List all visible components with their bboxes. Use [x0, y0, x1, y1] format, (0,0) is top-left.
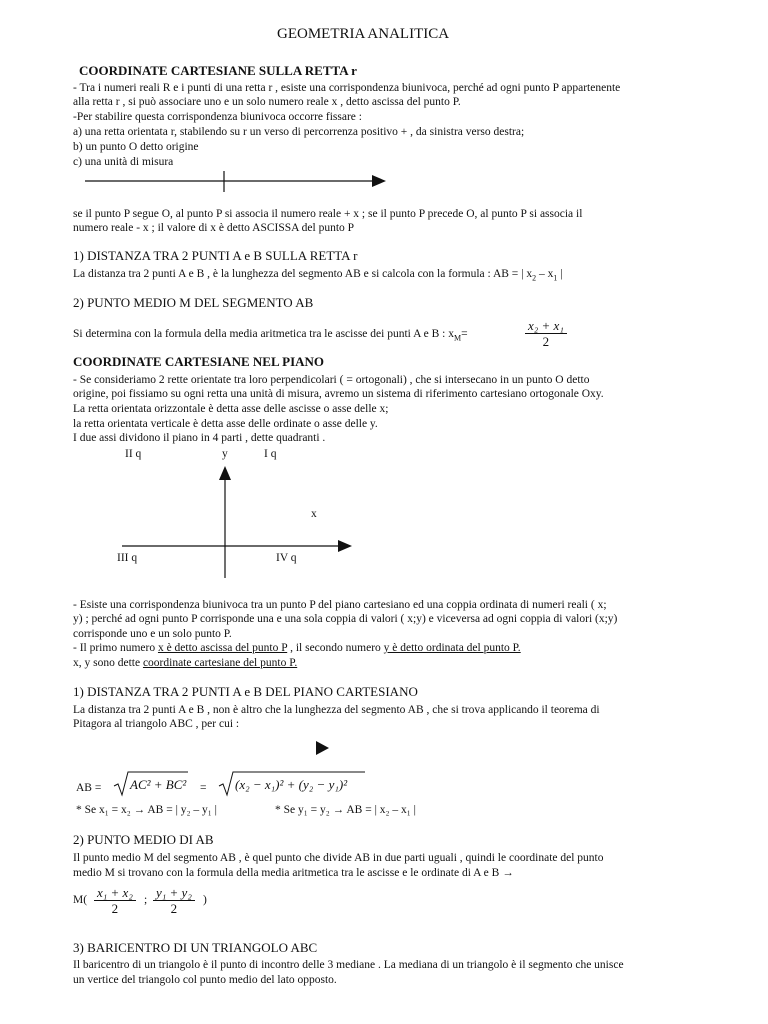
axis-label-y: y — [222, 448, 228, 460]
paragraph-line: -Per stabilire questa corrispondenza biunivoca occorre fissare : — [73, 111, 362, 123]
special-case-2: * Se y₁ = y₂ → AB = | x₂ – x₁ | — [275, 804, 416, 816]
midpoint-close: ) — [203, 894, 207, 906]
paragraph-line: - Se consideriamo 2 rette orientate tra loro perpendicolari ( = ortogonali) , che si intersecano in un punto O detto — [73, 374, 590, 386]
paragraph-line: medio M si trovano con la formula della media aritmetica tra le ascisse e le ordinate di A e B → — [73, 867, 514, 879]
special-case-1: * Se x₁ = x₂ → AB = | y₂ – y₁ | — [76, 804, 217, 816]
paragraph-line: - Tra i numeri reali R e i punti di una retta r , esiste una corrispondenza biunivoca, perché ad ogni punto P appartenente — [73, 82, 621, 94]
paragraph-line: y) ; perché ad ogni punto P corrisponde una e una sola coppia di valori ( x;y) e viceversa ad ogni coppia di valori (x;y) — [73, 613, 618, 625]
paragraph-line: I due assi dividono il piano in 4 parti , dette quadranti . — [73, 432, 326, 444]
paragraph-line: La retta orientata orizzontale è detta asse delle ascisse o asse delle x; — [73, 403, 389, 415]
section-heading-line: 1) DISTANZA TRA 2 PUNTI A e B DEL PIANO CARTESIANO — [73, 684, 418, 699]
page-title: GEOMETRIA ANALITICA — [277, 26, 450, 42]
midpoint-formula-text: Si determina con la formula della media aritmetica tra le ascisse dei punti A e B : $x_M=$ — [73, 328, 468, 343]
quadrant-label: IV q — [276, 552, 297, 564]
quadrant-label: III q — [117, 552, 138, 564]
list-item-c: c) una unità di misura — [73, 156, 174, 168]
paragraph-line: se il punto P segue O, al punto P si associa il numero reale + x ; se il punto P precede O, al punto P si associa il — [73, 208, 583, 220]
paragraph-line: numero reale - x ; il valore di x è detto ASCISSA del punto P — [73, 222, 355, 234]
section-heading-line: COORDINATE CARTESIANE SULLA RETTA r — [79, 63, 357, 78]
paragraph-line: alla retta r , si può associare uno e un solo numero reale x , detto ascissa del punto P. — [73, 96, 461, 108]
section-heading-line: 2) PUNTO MEDIO DI AB — [73, 832, 214, 847]
paragraph-line: La distanza tra 2 punti A e B , non è altro che la lunghezza del segmento AB , che si trova applicando il teorema di — [73, 704, 600, 716]
paragraph-line: - Il primo numero x è detto ascissa del punto P , il secondo numero y è detto ordinata del punto P. — [73, 642, 521, 654]
paragraph-line: corrisponde uno e un solo punto P. — [73, 628, 232, 640]
midpoint-y-fraction: $\frac{\text{y₁ + y₂}}{2}$ — [153, 885, 195, 916]
paragraph-line: un vertice del triangolo col punto medio del lato opposto. — [73, 974, 337, 986]
section-heading-line: 2) PUNTO MEDIO M DEL SEGMENTO AB — [73, 295, 314, 310]
section-heading-line: 1) DISTANZA TRA 2 PUNTI A e B SULLA RETTA r — [73, 248, 358, 263]
midpoint-fraction: $\frac{\text{x₂ + x₁}}{2}$ — [525, 318, 567, 349]
section-heading-line: COORDINATE CARTESIANE NEL PIANO — [73, 354, 325, 369]
radicand-1: AC² + BC² — [130, 777, 187, 792]
axis-label-x: x — [311, 508, 317, 520]
quadrant-label: I q — [264, 448, 277, 460]
paragraph-line: Pitagora al triangolo ABC , per cui : — [73, 718, 240, 730]
list-item-a: a) una retta orientata r, stabilendo su r un verso di percorrenza positivo + , da sinistra verso destra; — [73, 126, 525, 138]
midpoint-open: M( — [73, 894, 88, 906]
midpoint-x-fraction: $\frac{\text{x₁ + x₂}}{2}$ — [94, 885, 136, 916]
list-item-b: b) un punto O detto origine — [73, 141, 199, 153]
midpoint-separator: ; — [144, 894, 148, 906]
radicand-2: (x₂ − x₁)² + (y₂ − y₁)² — [235, 777, 348, 792]
paragraph-line: Il punto medio M del segmento AB , è quel punto che divide AB in due parti uguali , quindi le coordinate del punto — [73, 852, 604, 864]
paragraph-line: x, y sono dette coordinate cartesiane del punto P. — [73, 657, 298, 669]
paragraph-line: - Esiste una corrispondenza biunivoca tra un punto P del piano cartesiano ed una coppia ordinata di numeri reali ( x; — [73, 599, 607, 611]
paragraph-line: origine, poi fissiamo su ogni retta una unità di misura, avremo un sistema di riferimento cartesiano ortogonale Oxy. — [73, 388, 604, 400]
section-heading-line: 3) BARICENTRO DI UN TRIANGOLO ABC — [73, 940, 318, 955]
paragraph-line: Il baricentro di un triangolo è il punto di incontro delle 3 mediane . La mediana di un triangolo è il segmento che unisce — [73, 959, 624, 971]
paragraph-line: la retta orientata verticale è detta asse delle ordinate o asse delle y. — [73, 418, 378, 430]
distance-formula-lhs: AB = — [76, 782, 102, 794]
distance-formula-text: La distanza tra 2 punti A e B , è la lunghezza del segmento AB e si calcola con la formula : AB = | $x_2 - x_1$ | — [73, 268, 563, 283]
equals-sign: = — [200, 782, 207, 794]
quadrant-label: II q — [125, 448, 142, 460]
